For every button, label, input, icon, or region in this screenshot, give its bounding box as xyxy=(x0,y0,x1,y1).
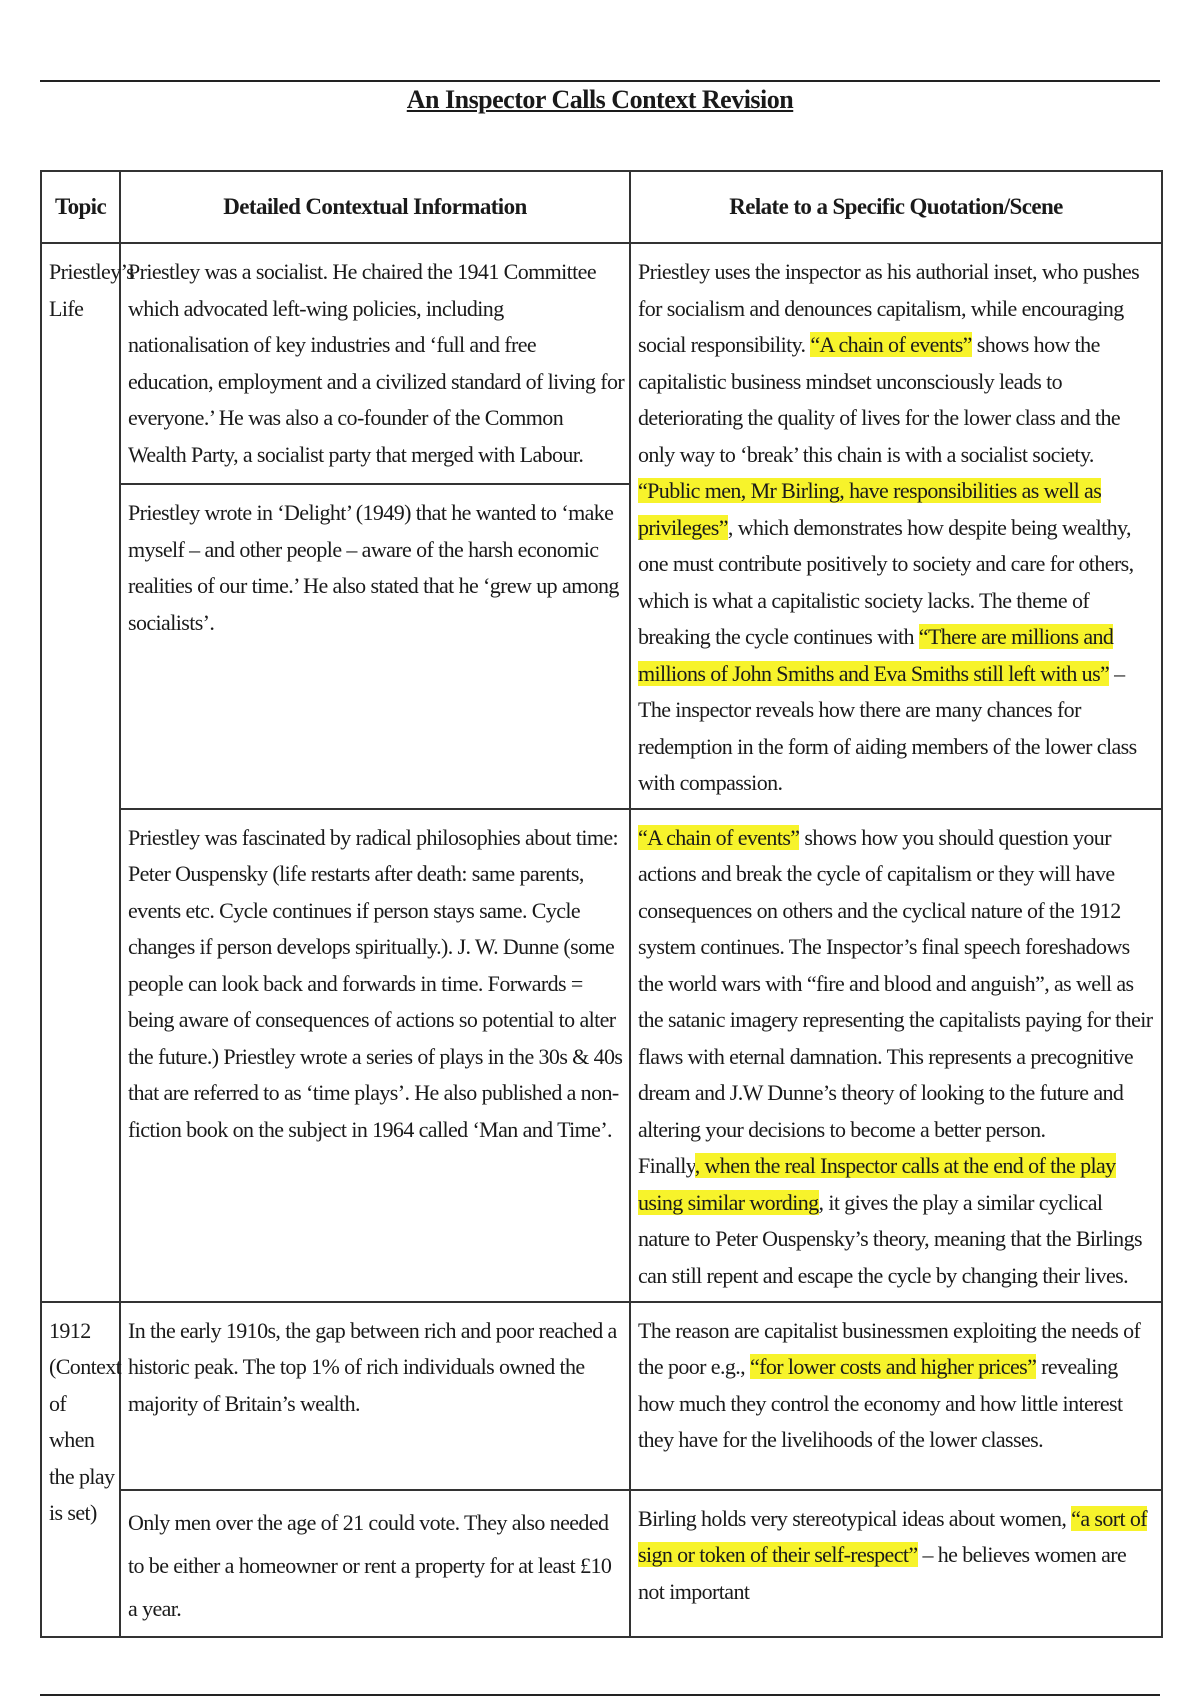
quote-text: The reason are capitalist businessmen exploiting the needs of the poor e.g., xyxy=(638,1317,1141,1379)
info-cell-gap: In the early 1910s, the gap between rich and poor reached a historic peak. The top 1% of rich individuals owned the majority of Britain’s wealth. xyxy=(120,1302,630,1490)
quote-cell-socialism xyxy=(630,243,1162,809)
quote-text: Finally xyxy=(638,1153,695,1178)
table-row xyxy=(41,1302,1162,1490)
highlighted-quote: “There are millions and millions of John Smiths and Eva Smiths still left with us” xyxy=(638,624,1114,686)
topic-cell-1912: 1912 (Context of when the play is set) xyxy=(41,1302,120,1637)
info-cell-socialist: Priestley was a socialist. He chaired the 1941 Committee which advocated left-wing policies, including nationalisation of key industries and ‘full and free education, employment and a civilized standard of living for everyone.’ He was also a co-founder of the Common Wealth Party, a socialist party that merged with Labour. xyxy=(120,243,630,484)
table-row xyxy=(41,809,1162,1302)
table-row xyxy=(41,1490,1162,1637)
highlighted-quote: “Public men, Mr Birling, have responsibilities as well as privileges” xyxy=(638,478,1102,540)
quote-text: shows how the capitalistic business mindset unconsciously leads to deteriorating the quality of lives for the lower class and the only way to ‘break’ this chain is with a socialist society. xyxy=(638,332,1121,467)
quote-text: , which demonstrates how despite being wealthy, one must contribute positively to society and care for others, which is what a capitalistic society lacks. The theme of breaking the cycle continues with xyxy=(638,514,1134,649)
topic-cell-priestley: Priestley’s Life xyxy=(41,243,120,1302)
quote-cell-vote xyxy=(630,1490,1162,1637)
top-rule xyxy=(40,80,1160,82)
quote-text: revealing how much they control the economy and how little interest they have for the livelihoods of the lower classes. xyxy=(638,1354,1123,1452)
quote-text: shows how you should question your actions and break the cycle of capitalism or they will have consequences on others and the cyclical nature of the 1912 system continues. The Inspector’s final speech foreshadows the world wars with “fire and blood and anguish”, as well as the satanic imagery representing the capitalists paying for their flaws with eternal damnation. This represents a precognitive dream and J.W Dunne’s theory of looking to the future and altering your decisions to become a better person. xyxy=(638,824,1153,1142)
highlighted-quote: , when the real Inspector calls at the end of the play using similar wording xyxy=(638,1153,1116,1215)
header-info: Detailed Contextual Information xyxy=(120,171,630,243)
quote-cell-gap xyxy=(630,1302,1162,1490)
quote-text: , it gives the play a similar cyclical nature to Peter Ouspensky’s theory, meaning that the Birlings can still repent and escape the cycle by changing their lives. xyxy=(638,1189,1142,1288)
highlighted-quote: “a sort of sign or token of their self-respect” xyxy=(638,1505,1148,1567)
info-cell-vote: Only men over the age of 21 could vote. They also needed to be either a homeowner or rent a property for at least £10 a year. xyxy=(120,1490,630,1637)
header-quote: Relate to a Specific Quotation/Scene xyxy=(630,171,1162,243)
highlighted-quote: “A chain of events” xyxy=(638,824,800,850)
table-row xyxy=(41,243,1162,484)
context-table xyxy=(40,170,1163,1638)
header-row xyxy=(41,171,1162,243)
info-cell-delight: Priestley wrote in ‘Delight’ (1949) that he wanted to ‘make myself – and other people – aware of the harsh economic realities of our time.’ He also stated that he ‘grew up among socialists’. xyxy=(120,484,630,808)
page-title: An Inspector Calls Context Revision xyxy=(406,85,794,114)
highlighted-quote: “for lower costs and higher prices” xyxy=(749,1354,1037,1379)
quote-text: – he believes women are not important xyxy=(638,1542,1127,1604)
quote-text: Birling holds very stereotypical ideas about women, xyxy=(638,1505,1072,1531)
info-cell-time: Priestley was fascinated by radical philosophies about time: Peter Ouspensky (life restarts after death: same parents, events etc. Cycle continues if person stays same. Cycle changes if person develops spiritually.). J. W. Dunne (some people can look back and forwards in time. Forwards = being aware of consequences of actions so potential to alter the future.) Priestley wrote a series of plays in the 30s & 40s that are referred to as ‘time plays’. He also published a non-fiction book on the subject in 1964 called ‘Man and Time’. xyxy=(120,809,630,1302)
highlighted-quote: “A chain of events” xyxy=(810,332,972,357)
header-topic: Topic xyxy=(41,171,120,243)
quote-cell-time xyxy=(630,809,1162,1302)
quote-text: – The inspector reveals how there are many chances for redemption in the form of aiding members of the lower class with compassion. xyxy=(638,660,1137,795)
bottom-rule xyxy=(40,1694,1160,1696)
quote-text: Priestley uses the inspector as his authorial inset, who pushes for socialism and denounces capitalism, while encouraging social responsibility. xyxy=(638,259,1140,357)
